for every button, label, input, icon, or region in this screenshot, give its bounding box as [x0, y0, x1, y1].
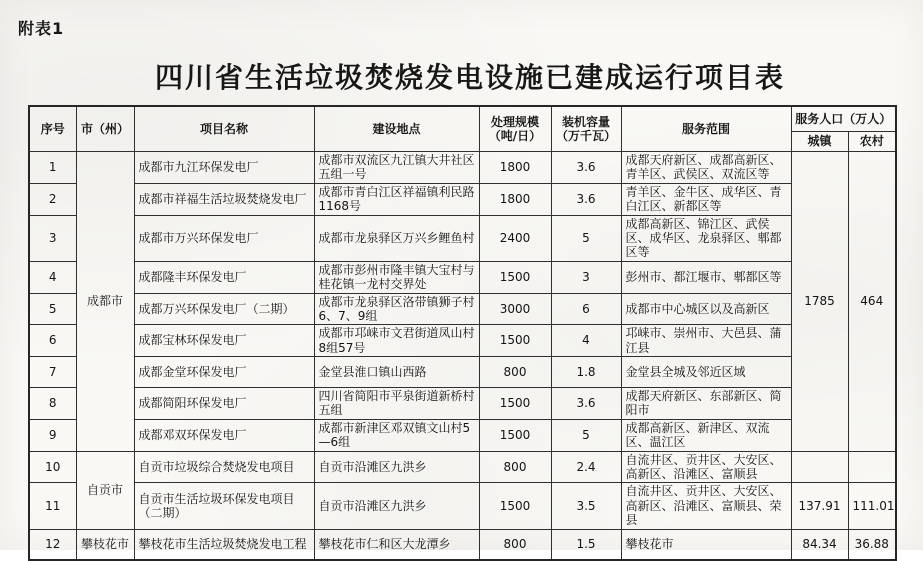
installed-header-line2: （万千瓦） [555, 129, 616, 143]
cell-service: 自流井区、贡井区、大安区、高新区、沿滩区、富顺县、荣县 [621, 483, 791, 529]
table-row [29, 152, 896, 184]
cell-project: 攀枝花市生活垃圾焚烧发电工程 [134, 529, 314, 560]
capacity-header-line1: 处理规模 [490, 114, 539, 129]
cell-scale: 1800 [479, 183, 551, 215]
cell-installed: 3.6 [551, 152, 621, 184]
cell-seq: 12 [29, 529, 76, 560]
cell-service: 自流井区、贡井区、大安区、高新区、沿滩区、富顺县 [621, 451, 791, 483]
cell-installed: 1.8 [551, 357, 621, 388]
cell-service: 成都市中心城区以及高新区 [621, 293, 791, 325]
col-header-city: 市（州） [76, 106, 134, 152]
cell-installed: 2.4 [551, 451, 621, 483]
cell-service: 攀枝花市 [621, 529, 791, 560]
col-header-project: 项目名称 [134, 106, 314, 152]
cell-location: 成都市彭州市隆丰镇大宝村与桂花镇一龙村交界处 [314, 261, 479, 293]
cell-seq: 7 [29, 357, 76, 388]
cell-location: 成都市青白江区祥福镇利民路1168号 [314, 183, 479, 215]
cell-project: 成都隆丰环保发电厂 [134, 261, 314, 293]
table-row [29, 357, 896, 388]
cell-urban [791, 451, 848, 483]
cell-project: 成都市万兴环保发电厂 [134, 215, 314, 261]
cell-rural [848, 451, 896, 483]
cell-scale: 1500 [479, 419, 551, 451]
table-row [29, 451, 896, 483]
table-row [29, 419, 896, 451]
cell-project: 成都邓双环保发电厂 [134, 419, 314, 451]
cell-scale: 1500 [479, 325, 551, 357]
cell-location: 金堂县淮口镇山西路 [314, 357, 479, 388]
cell-project: 成都金堂环保发电厂 [134, 357, 314, 388]
cell-seq: 6 [29, 325, 76, 357]
cell-location: 攀枝花市仁和区大龙潭乡 [314, 529, 479, 560]
cell-seq: 2 [29, 183, 76, 215]
cell-scale: 1800 [479, 152, 551, 184]
cell-service: 成都高新区、新津区、双流区、温江区 [621, 419, 791, 451]
cell-installed: 3.6 [551, 183, 621, 215]
cell-seq: 4 [29, 261, 76, 293]
cell-location: 自贡市沿滩区九洪乡 [314, 483, 479, 529]
table-row [29, 529, 896, 560]
cell-project: 成都万兴环保发电厂（二期） [134, 293, 314, 325]
cell-installed: 5 [551, 215, 621, 261]
col-header-installed [551, 106, 621, 152]
cell-scale: 800 [479, 357, 551, 388]
cell-city-panzhihua: 攀枝花市 [76, 529, 134, 560]
cell-project: 成都市祥福生活垃圾焚烧发电厂 [134, 183, 314, 215]
table-row [29, 215, 896, 261]
installed-header-line1: 装机容量 [561, 114, 610, 129]
cell-scale: 3000 [479, 293, 551, 325]
cell-seq: 10 [29, 451, 76, 483]
col-header-service: 服务范围 [621, 106, 791, 152]
cell-location: 成都市龙泉驿区洛带镇狮子村6、7、9组 [314, 293, 479, 325]
cell-rural: 36.88 [848, 529, 896, 560]
cell-service: 成都天府新区、东部新区、简阳市 [621, 388, 791, 420]
capacity-header-line2: （吨/日） [488, 129, 542, 143]
cell-location: 成都市双流区九江镇大井社区五组一号 [314, 152, 479, 184]
cell-installed: 3.5 [551, 483, 621, 529]
table-row [29, 261, 896, 293]
cell-city-chengdu: 成都市 [76, 152, 134, 452]
col-header-location: 建设地点 [314, 106, 479, 152]
cell-project: 自贡市垃圾综合焚烧发电项目 [134, 451, 314, 483]
table-row [29, 183, 896, 215]
cell-service: 青羊区、金牛区、成华区、青白江区、新都区等 [621, 183, 791, 215]
cell-installed: 5 [551, 419, 621, 451]
cell-seq: 9 [29, 419, 76, 451]
annex-label: 附表1 [18, 19, 65, 38]
cell-project: 自贡市生活垃圾环保发电项目（二期） [134, 483, 314, 529]
cell-scale: 1500 [479, 483, 551, 529]
col-header-urban: 城镇 [791, 132, 848, 152]
cell-scale: 800 [479, 529, 551, 560]
cell-urban: 84.34 [791, 529, 848, 560]
cell-service: 邛崃市、崇州市、大邑县、蒲江县 [621, 325, 791, 357]
cell-installed: 3 [551, 261, 621, 293]
cell-service: 成都天府新区、成都高新区、青羊区、武侯区、双流区等 [621, 152, 791, 184]
col-header-capacity [479, 106, 551, 152]
cell-project: 成都市九江环保发电厂 [134, 152, 314, 184]
cell-project: 成都宝林环保发电厂 [134, 325, 314, 357]
cell-urban-chengdu: 1785 [791, 152, 848, 452]
cell-location: 四川省简阳市平泉街道新桥村五组 [314, 388, 479, 420]
table-row [29, 388, 896, 420]
table-row [29, 483, 896, 529]
cell-installed: 4 [551, 325, 621, 357]
table-row [29, 293, 896, 325]
cell-location: 自贡市沿滩区九洪乡 [314, 451, 479, 483]
cell-installed: 3.6 [551, 388, 621, 420]
cell-scale: 1500 [479, 388, 551, 420]
cell-urban: 137.91 [791, 483, 848, 529]
cell-seq: 3 [29, 215, 76, 261]
projects-table [28, 105, 897, 561]
cell-seq: 11 [29, 483, 76, 529]
cell-rural-chengdu: 464 [848, 152, 896, 452]
cell-city-zigong: 自贡市 [76, 451, 134, 529]
cell-location: 成都市新津区邓双镇文山村5—6组 [314, 419, 479, 451]
cell-installed: 6 [551, 293, 621, 325]
cell-project: 成都简阳环保发电厂 [134, 388, 314, 420]
cell-scale: 2400 [479, 215, 551, 261]
cell-service: 彭州市、都江堰市、郫都区等 [621, 261, 791, 293]
cell-service: 金堂县全城及邻近区域 [621, 357, 791, 388]
cell-seq: 1 [29, 152, 76, 184]
cell-seq: 5 [29, 293, 76, 325]
cell-scale: 1500 [479, 261, 551, 293]
col-header-rural: 农村 [848, 132, 896, 152]
cell-location: 成都市龙泉驿区万兴乡鲤鱼村 [314, 215, 479, 261]
cell-scale: 800 [479, 451, 551, 483]
table-row [29, 325, 896, 357]
cell-installed: 1.5 [551, 529, 621, 560]
col-header-seq: 序号 [29, 106, 76, 152]
page-title: 四川省生活垃圾焚烧发电设施已建成运行项目表 [154, 61, 785, 94]
cell-service: 成都高新区、锦江区、武侯区、成华区、龙泉驿区、郫都区等 [621, 215, 791, 261]
cell-seq: 8 [29, 388, 76, 420]
col-header-population: 服务人口（万人） [791, 106, 896, 132]
cell-location: 成都市邛崃市文君街道凤山村8组57号 [314, 325, 479, 357]
cell-rural: 111.01 [848, 483, 896, 529]
